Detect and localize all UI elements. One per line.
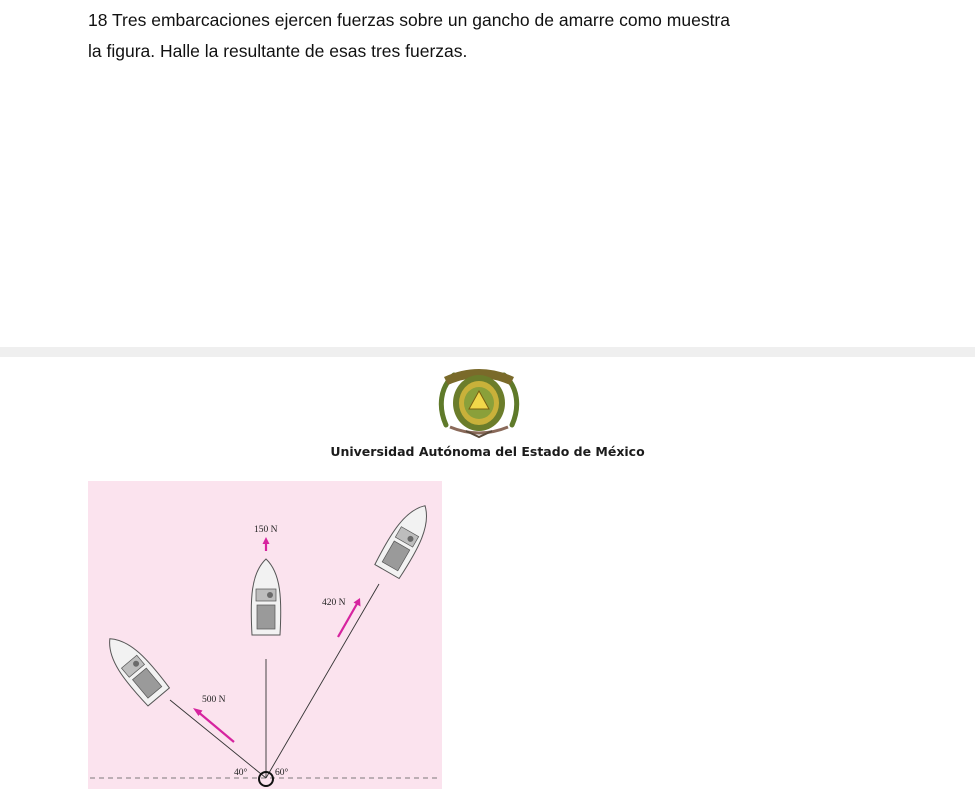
problem-statement [88, 5, 888, 67]
force-label-150n: 150 N [254, 525, 278, 535]
force-diagram [88, 481, 442, 789]
force-arrow-500n [193, 708, 234, 742]
boat-left [99, 629, 170, 706]
rope-left [170, 700, 266, 778]
boat-right [374, 498, 438, 579]
angle-label-right: 60° [275, 768, 289, 778]
university-name: Universidad Autónoma del Estado de México [330, 444, 645, 459]
university-seal-logo [436, 363, 522, 439]
force-arrow-150n [263, 537, 270, 551]
rope-right [266, 584, 379, 778]
force-label-500n: 500 N [202, 695, 226, 705]
page-divider [0, 347, 975, 357]
problem-line-1: 18 Tres embarcaciones ejercen fuerzas sobre un gancho de amarre como muestra [88, 10, 730, 30]
boat-center [251, 559, 281, 635]
force-label-420n: 420 N [322, 598, 346, 608]
problem-line-2: la figura. Halle la resultante de esas tres fuerzas. [88, 41, 468, 61]
angle-label-left: 40° [234, 768, 248, 778]
